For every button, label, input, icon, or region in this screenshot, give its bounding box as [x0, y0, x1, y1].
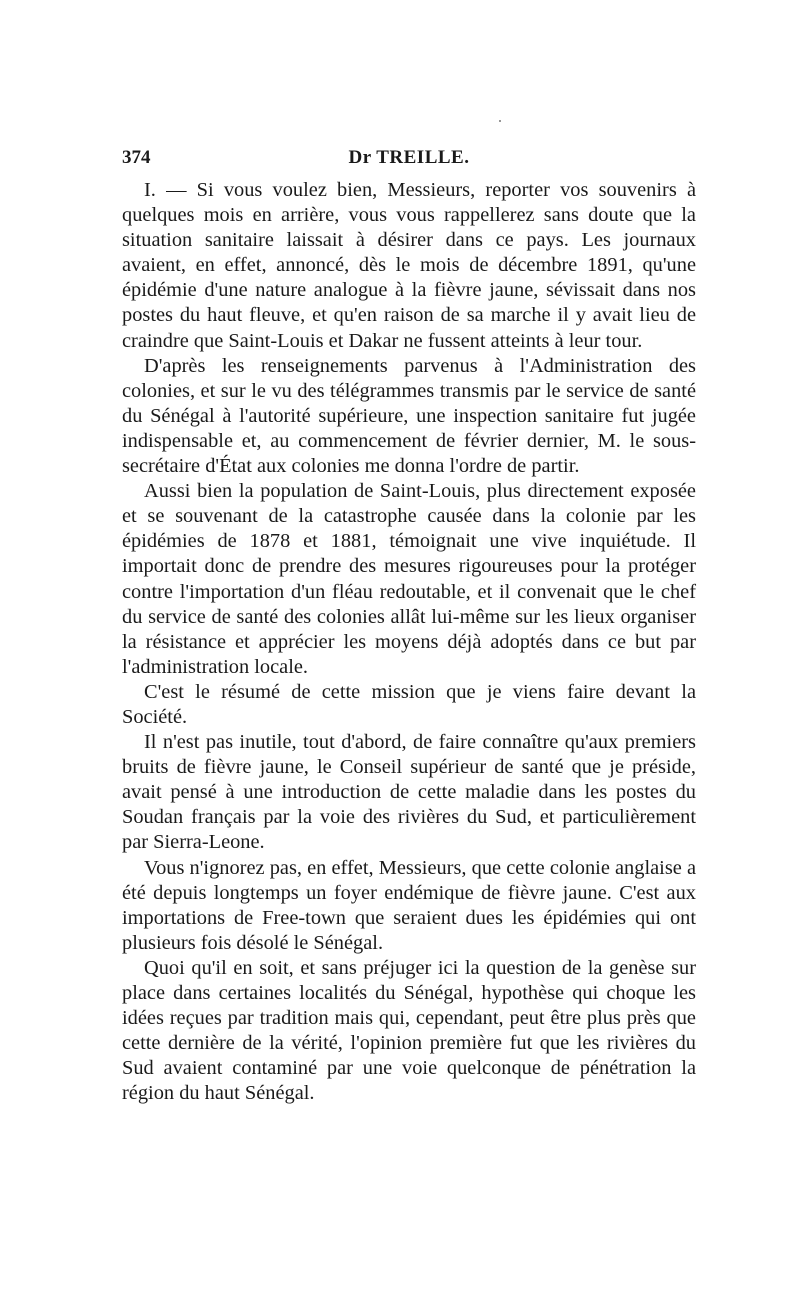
- paragraph: Vous n'ignorez pas, en effet, Messieurs, que cette colonie anglaise a été depuis longtemps un foyer endémique de fièvre jaune. C'est aux importations de Free-town que seraient dues les épidémies qui ont plusieurs fois désolé le Sénégal.: [122, 856, 696, 954]
- paragraph: Aussi bien la population de Saint-Louis, plus directement exposée et se souvenant de la catastrophe causée dans la colonie par les épidémies de 1878 et 1881, témoignait une vive inquiétude. Il importait donc de prendre des mesures rigoureuses pour la protéger contre l'importation d'un fléau redoutable, et il convenait que le chef du service de santé des colonies allât lui-même sur les lieux organiser la résistance et apprécier les moyens déjà adoptés dans ce but par l'administration locale.: [122, 480, 696, 678]
- paragraph: Quoi qu'il en soit, et sans préjuger ici la question de la genèse sur place dans certaines localités du Sénégal, hypothèse qui choque les idées reçues par tradition mais qui, cependant, peut être plus près que cette dernière de la vérité, l'opinion première fut que les rivières du Sud avaient contaminé par une voie quelconque de pénétration la région du haut Sénégal.: [122, 956, 696, 1105]
- body-text: [122, 178, 696, 1106]
- page-header: [122, 145, 696, 171]
- paragraph: Il n'est pas inutile, tout d'abord, de faire connaître qu'aux premiers bruits de fièvre jaune, le Conseil supérieur de santé que je préside, avait pensé à une introduction de cette maladie dans les postes du Soudan français par la voie des rivières du Sud, et particulièrement par Sierra-Leone.: [122, 731, 696, 854]
- running-title: Dr TREILLE.: [348, 147, 470, 168]
- paragraph: I. — Si vous voulez bien, Messieurs, reporter vos souvenirs à quelques mois en arrière, vous vous rappellerez sans doute que la situation sanitaire laissait à désirer dans ce pays. Les journaux avaient, en effet, annoncé, dès le mois de décembre 1891, qu'une épidémie d'une nature analogue à la fièvre jaune, sévissait dans nos postes du haut fleuve, et qu'en raison de sa marche il y avait lieu de craindre que Saint-Louis et Dakar ne fussent atteints à leur tour.: [122, 179, 696, 352]
- paragraph: C'est le résumé de cette mission que je viens faire devant la Société.: [122, 680, 696, 728]
- scan-speck: [499, 120, 501, 122]
- paragraph: D'après les renseignements parvenus à l'Administration des colonies, et sur le vu des télégrammes transmis par le service de santé du Sénégal à l'autorité supérieure, une inspection sanitaire fut jugée indispensable et, au commencement de février dernier, M. le sous-secrétaire d'État aux colonies me donna l'ordre de partir.: [122, 354, 696, 478]
- page-number: 374: [122, 147, 151, 168]
